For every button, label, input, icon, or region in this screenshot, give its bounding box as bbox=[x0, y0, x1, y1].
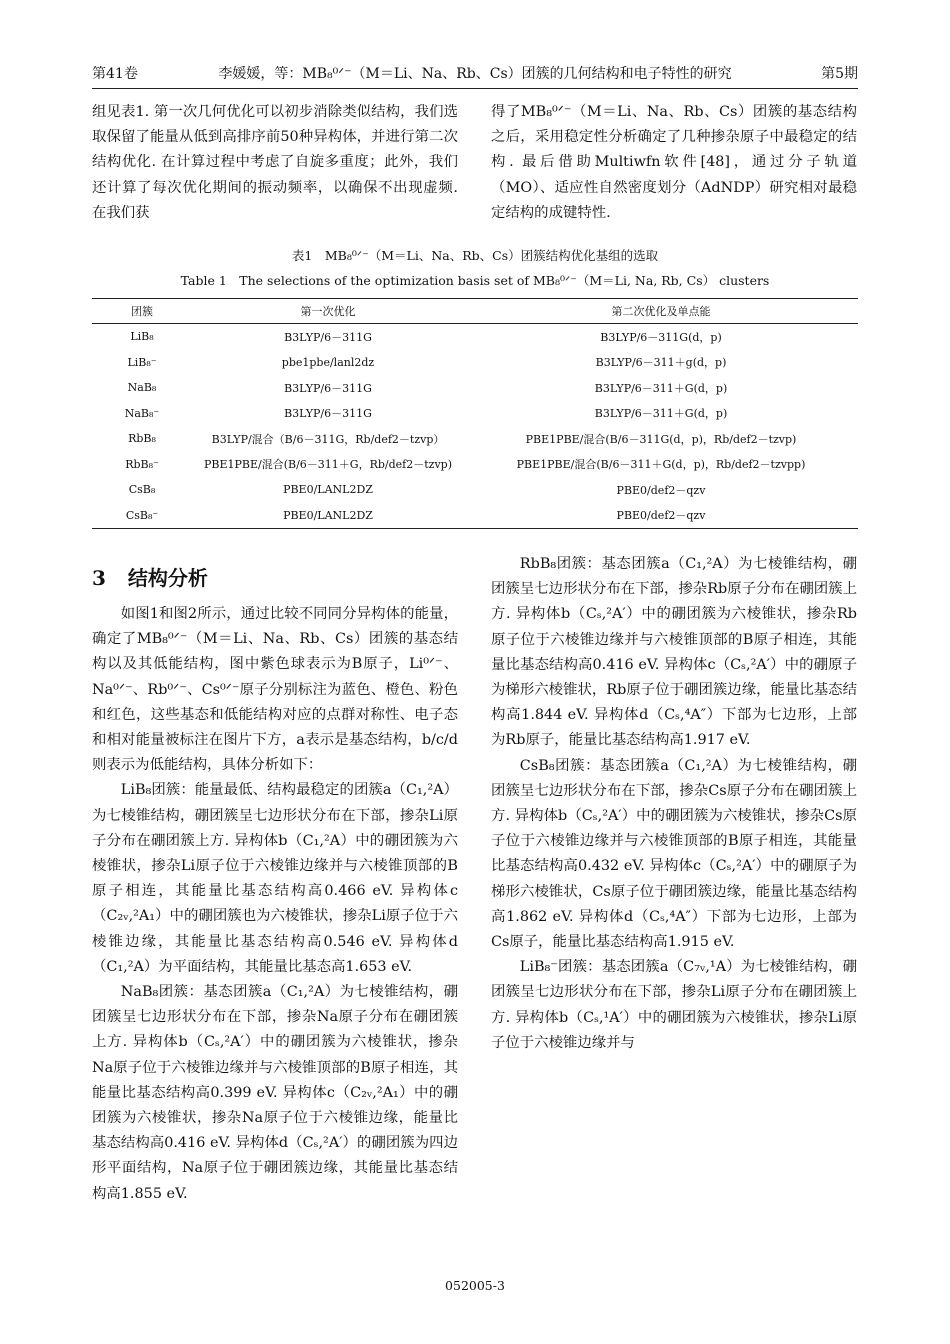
table-cell-first: B3LYP/6－311G bbox=[284, 407, 372, 421]
section-number: 3 bbox=[92, 566, 106, 590]
basis-set-table bbox=[92, 298, 858, 529]
page-number: 052005-3 bbox=[445, 1278, 505, 1293]
table-cell-first: B3LYP/6－311G bbox=[284, 330, 372, 344]
table-cell-second: B3LYP/6－311＋G(d，p) bbox=[594, 381, 728, 395]
body-right-column bbox=[491, 552, 857, 1056]
table-cell-first: B3LYP/混合（B/6－311G，Rb/def2－tzvp） bbox=[211, 432, 445, 446]
table-cell-second: B3LYP/6－311＋G(d，p) bbox=[594, 407, 728, 421]
methods-paragraph-continued: 组见表1. 第一次几何优化可以初步消除类似结构，我们选取保留了能量从低到高排序前50种异构体，并进行第二次结构优化. 在计算过程中考虑了自旋多重度；此外，我们还计算了每次优化期间的振动频率，以确保不出现虚频. 在我们获 bbox=[92, 104, 458, 221]
table-cell-second: B3LYP/6－311＋g(d，p) bbox=[595, 356, 727, 370]
table-cell-cluster: RbB₈⁻ bbox=[125, 457, 159, 471]
table-row bbox=[92, 324, 858, 350]
section-title: 结构分析 bbox=[127, 566, 208, 590]
table-cell-first: pbe1pbe/lanl2dz bbox=[281, 355, 375, 369]
table-cell-cluster: RbB₈ bbox=[128, 432, 156, 446]
table-row bbox=[92, 401, 858, 427]
rbb8-paragraph: RbB₈团簇：基态团簇a（C₁,²A）为七棱锥结构，硼团簇呈七边形状分布在下部，掺杂Rb原子分布在硼团簇上方. 异构体b（Cₛ,²A′）中的硼团簇为六棱锥状，掺杂Rb原子位于六棱锥边缘并与六棱锥顶部的B原子相连，其能量比基态结构高0.416 eV. 异构体c（Cₛ,²A′）中的硼原子为梯形六棱锥状，Rb原子位于硼团簇边缘，能量比基态结构高1.844 eV. 异构体d（Cₛ,⁴A″）下部为七边形，上部为Rb原子，能量比基态结构高1.917 eV. bbox=[491, 556, 857, 749]
table-cell-second: PBE1PBE/混合(B/6－311＋G(d，p)，Rb/def2－tzvpp) bbox=[516, 458, 806, 472]
running-header bbox=[92, 62, 858, 89]
table-cell-cluster: LiB₈ bbox=[130, 330, 154, 344]
table-row bbox=[92, 452, 858, 478]
body-left-column bbox=[92, 602, 458, 1207]
csb8-paragraph: CsB₈团簇：基态团簇a（C₁,²A）为七棱锥结构，硼团簇呈七边形状分布在下部，掺杂Cs原子分布在硼团簇上方. 异构体b（Cₛ,²A′）中的硼团簇为六棱锥状，掺杂Cs原子位于六棱锥边缘并与六棱锥顶部的B原子相连，其能量比基态结构高0.432 eV. 异构体c（Cₛ,²A′）中的硼原子为梯形六棱锥状，Cs原子位于硼团簇边缘，能量比基态结构高1.862 eV. 异构体d（Cₛ,⁴A″）下部为七边形，上部为Cs原子，能量比基态结构高1.915 eV. bbox=[491, 757, 857, 951]
nab8-paragraph: NaB₈团簇：基态团簇a（C₁,²A）为七棱锥结构，硼团簇呈七边形状分布在下部，掺杂Na原子分布在硼团簇上方. 异构体b（Cₛ,²A′）中的硼团簇为六棱锥状，掺杂Na原子位于六棱锥边缘并与六棱锥顶部的B原子相连，其能量比基态结构高0.399 eV. 异构体c（C₂ᵥ,²A₁）中的硼团簇为六棱锥状，掺杂Na原子位于六棱锥边缘，能量比基态结构高0.416 eV. 异构体d（Cₛ,²A′）的硼团簇为四边形平面结构，Na原子位于硼团簇边缘，其能量比基态结构高1.855 eV. bbox=[92, 984, 458, 1202]
methods-paragraph-end: 得了MB₈⁰ᐟ⁻（M＝Li、Na、Rb、Cs）团簇的基态结构之后，采用稳定性分析确定了几种掺杂原子中最稳定的结构. 最后借助Multiwfn软件[48]，通过分子轨道（MO）、适应性自然密度划分（AdNDP）研究相对最稳定结构的成键特性. bbox=[491, 104, 857, 221]
table-row bbox=[92, 503, 858, 529]
table-header-row bbox=[92, 299, 858, 324]
table-cell-cluster: LiB₈⁻ bbox=[127, 355, 157, 369]
table-row bbox=[92, 426, 858, 452]
table-row bbox=[92, 375, 858, 401]
table-header-second-optimization: 第二次优化及单点能 bbox=[464, 299, 858, 324]
top-right-column bbox=[491, 100, 857, 226]
volume-label: 第41卷 bbox=[92, 66, 138, 82]
table-cell-second: PBE1PBE/混合(B/6－311G(d，p)，Rb/def2－tzvp) bbox=[525, 432, 797, 446]
table-header-cluster: 团簇 bbox=[92, 299, 192, 324]
table-cell-second: PBE0/def2－qzv bbox=[464, 503, 858, 529]
table-cell-cluster: CsB₈⁻ bbox=[92, 503, 192, 529]
table-cell-first: B3LYP/6－311G bbox=[284, 381, 372, 395]
table1-caption-en: Table 1 The selections of the optimization basis set of MB₈⁰ᐟ⁻（M＝Li, Na, Rb, Cs） clusters bbox=[180, 273, 770, 288]
top-left-column bbox=[92, 100, 458, 226]
table-cell-second: B3LYP/6－311G(d，p) bbox=[600, 330, 722, 344]
table-cell-second: PBE0/def2－qzv bbox=[616, 483, 706, 497]
lib8-anion-paragraph: LiB₈⁻团簇：基态团簇a（C₇ᵥ,¹A）为七棱锥结构，硼团簇呈七边形状分布在下部，掺杂Li原子分布在硼团簇上方. 异构体b（Cₛ,¹A′）中的硼团簇为六棱锥状，掺杂Li原子位于六棱锥边缘并与 bbox=[491, 959, 857, 1051]
table-cell-first: PBE1PBE/混合(B/6－311＋G，Rb/def2－tzvp) bbox=[203, 458, 452, 472]
table1-caption-cn: 表1 MB₈⁰ᐟ⁻（M＝Li、Na、Rb、Cs）团簇结构优化基组的选取 bbox=[291, 248, 659, 263]
running-title: 李媛媛，等：MB₈⁰ᐟ⁻（M＝Li、Na、Rb、Cs）团簇的几何结构和电子特性的研究 bbox=[218, 66, 732, 82]
table-header-first-optimization: 第一次优化 bbox=[192, 299, 464, 324]
table-cell-cluster: CsB₈ bbox=[128, 483, 156, 497]
structure-intro-paragraph: 如图1和图2所示，通过比较不同同分异构体的能量，确定了MB₈⁰ᐟ⁻（M＝Li、Na、Rb、Cs）团簇的基态结构以及其低能结构，图中紫色球表示为B原子，Li⁰ᐟ⁻、Na⁰ᐟ⁻、Rb⁰ᐟ⁻、Cs⁰ᐟ⁻原子分别标注为蓝色、橙色、粉色和红色，这些基态和低能结构对应的点群对称性、电子态和相对能量被标注在图片下方，a表示是基态结构，b/c/d则表示为低能结构，具体分析如下： bbox=[92, 606, 458, 774]
section-heading bbox=[92, 562, 208, 591]
lib8-paragraph: LiB₈团簇：能量最低、结构最稳定的团簇a（C₁,²A）为七棱锥结构，硼团簇呈七边形状分布在下部，掺杂Li原子分布在硼团簇上方. 异构体b（C₁,²A）中的硼团簇为六棱锥状，掺杂Li原子位于六棱锥边缘并与六棱锥顶部的B原子相连，其能量比基态结构高0.466 eV. 异构体c（C₂ᵥ,²A₁）中的硼团簇也为六棱锥状，掺杂Li原子位于六棱锥边缘，其能量比基态结构高0.546 eV. 异构体d（C₁,²A）为平面结构，其能量比基态高1.653 eV. bbox=[92, 782, 458, 975]
table-cell-first: PBE0/LANL2DZ bbox=[192, 503, 464, 529]
table-cell-cluster: NaB₈ bbox=[127, 381, 157, 395]
table-row bbox=[92, 350, 858, 376]
table-cell-cluster: NaB₈⁻ bbox=[124, 406, 160, 420]
table-cell-first: PBE0/LANL2DZ bbox=[283, 483, 373, 497]
issue-label: 第5期 bbox=[821, 66, 858, 82]
table-row bbox=[92, 477, 858, 503]
